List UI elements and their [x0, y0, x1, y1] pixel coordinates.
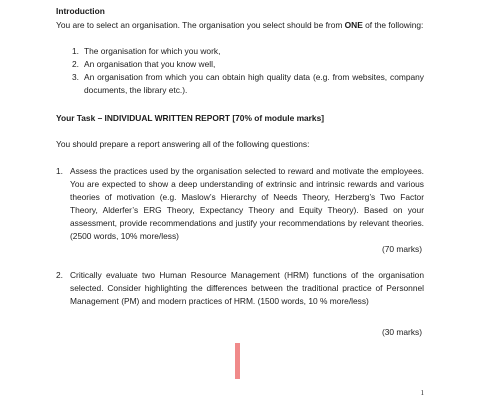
task-heading: Your Task – INDIVIDUAL WRITTEN REPORT [70% of module marks]: [56, 113, 325, 123]
question-number: 2.: [56, 270, 63, 280]
intro-text-bold: ONE: [344, 20, 363, 30]
document-page: Introduction You are to select an organisation. The organisation you select should be from ONE of the following: 1. The organisation for which you work, 2. An organisation that you know well, 3. An organisation from which you can obtain high quality data (e.g. from websites, company documents, the library etc.). Your Task – INDIVIDUAL WRITTEN REPORT [70% of module marks] You should prepare a report answering all of the following questions: 1. Assess the practices used by the organisation selected to reward and motivate the employees. You are expected to show a deep understanding of extrinsic and intrinsic rewards and various theories of motivation (e.g. Maslow’s Hierarchy of Needs Theory, Herzberg’s Two Factor Theory, Alderfer’s ERG Theory, Expectancy Theory and Equity Theory). Based on your assessment, provide recommendations and justify your recommendations by relevant theories. (2500 words, 10% more/less) (70 marks) 2. Critically evaluate two Human Resource Management (HRM) functions of the organisation selected. Consider highlighting the differences between the traditional practice of Personnel Management (PM) and modern practices of HRM. (1500 words, 10 % more/less) (30 marks) 1: [56, 6, 424, 397]
list-item-text: An organisation from which you can obtain high quality data (e.g. from websites, company documents, the library etc.).: [84, 72, 424, 95]
text-cursor-marker: [235, 343, 240, 379]
intro-text-b: of the following:: [362, 20, 424, 30]
question-number: 1.: [56, 166, 63, 176]
list-item-text: The organisation for which you work,: [84, 46, 221, 56]
task-description: You should prepare a report answering all of the following questions:: [56, 139, 310, 149]
question-marks: (30 marks): [381, 327, 422, 337]
question-marks: (70 marks): [381, 244, 422, 254]
question-text: Assess the practices used by the organisation selected to reward and motivate the employees. You are expected to show a deep understanding of extrinsic and intrinsic rewards and various theories of motivation (e.g. Maslow’s Hierarchy of Needs Theory, Herzberg’s Two Factor Theory, Alderfer’s ERG Theory, Expectancy Theory and Equity Theory). Based on your assessment, provide recommendations and justify your recommendations by relevant theories. (2500 words, 10% more/less): [70, 166, 424, 241]
list-item-text: An organisation that you know well,: [84, 59, 216, 69]
intro-paragraph: [56, 19, 424, 32]
page-number: 1: [420, 389, 424, 397]
intro-text-a: You are to select an organisation. The organisation you select should be from: [56, 20, 345, 30]
intro-heading: Introduction: [56, 6, 105, 16]
question-text: Critically evaluate two Human Resource Management (HRM) functions of the organisation selected. Consider highlighting the differences between the traditional practice of Personnel Management (PM) and modern practices of HRM. (1500 words, 10 % more/less): [70, 270, 424, 306]
